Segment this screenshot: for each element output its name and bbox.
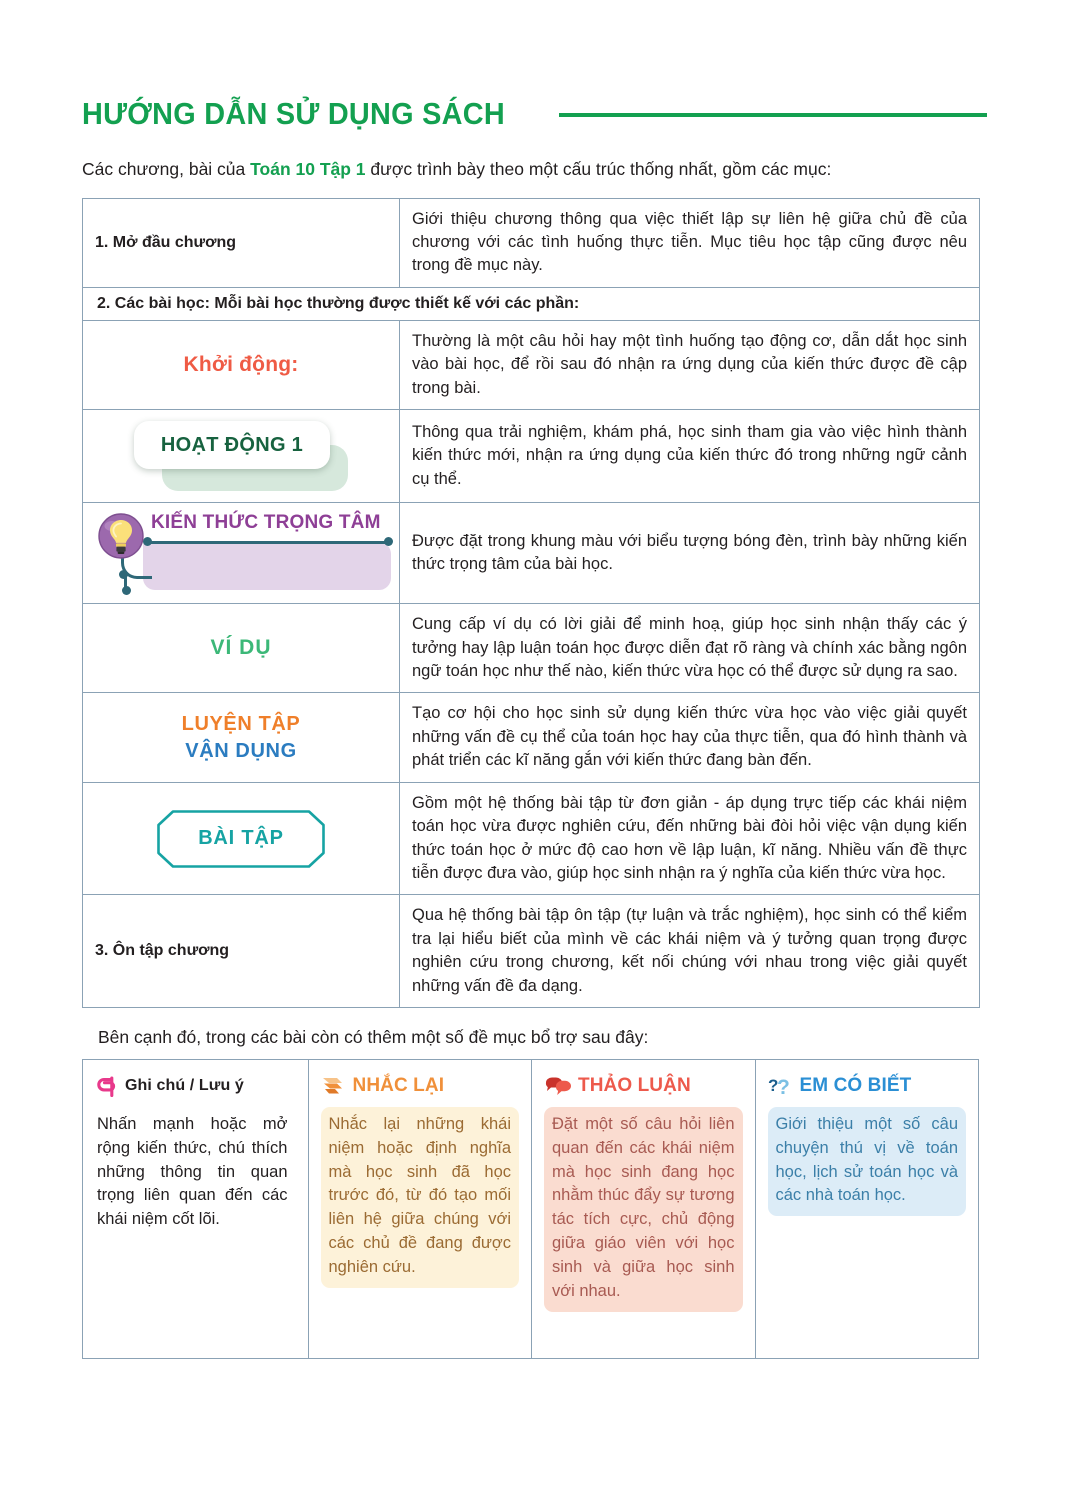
badge-hoat-dong-label: HOẠT ĐỘNG 1 <box>160 433 304 456</box>
intro-after: được trình bày theo một cấu trúc thống nhất, gồm các mục: <box>365 159 832 179</box>
paperclip-icon <box>95 1073 119 1099</box>
badge-bai-tap-label: BÀI TẬP <box>198 827 284 850</box>
question-marks-icon <box>768 1074 794 1098</box>
supplementary-boxes <box>82 1059 979 1359</box>
feature-box-body: Nhắc lại những khái niệm hoặc định nghĩa mà học sinh đã học trước đó, từ đó tạo mối liên hệ giữa chúng với các chủ đề đang được nghiên cứu. <box>321 1107 520 1288</box>
badge-vi-du <box>95 620 387 676</box>
table-row <box>83 410 980 503</box>
table-row-section <box>83 287 980 320</box>
row-label-cell-bai-tap <box>83 782 400 895</box>
badge-bai-tap-wrap <box>95 810 387 868</box>
feature-box-title: NHẮC LẠI <box>352 1074 445 1096</box>
table-row <box>83 198 980 287</box>
badge-khoi-dong <box>95 337 387 393</box>
badge-dot <box>384 537 393 546</box>
badge-card-shape <box>134 421 330 469</box>
row-label-cell-kien-thuc <box>83 503 400 604</box>
feature-box-em-co-biet <box>756 1060 979 1358</box>
badge-vi-du-label: VÍ DỤ <box>210 636 272 660</box>
svg-text:?: ? <box>776 1075 790 1098</box>
svg-text:?: ? <box>767 1075 778 1095</box>
feature-box-title: Ghi chú / Lưu ý <box>125 1076 244 1094</box>
badge-kien-thuc <box>95 512 387 594</box>
table-row <box>83 782 980 895</box>
row-desc-bai-tap: Gồm một hệ thống bài tập từ đơn giản - áp dụng trực tiếp các khái niệm toán học vừa được nghiên cứu, đến những bài đòi hỏi việc vận dụng kiến thức toán học ở mức độ cao hơn về lập luận, kĩ năng. Nhiều vấn đề thực tiễn được đưa vào, giúp học sinh nhận ra ý nghĩa của kiến thức vừa học. <box>400 782 980 895</box>
guide-structure-table <box>82 198 980 1008</box>
badge-luyen-tap-wrap <box>95 710 387 766</box>
feature-box-header <box>321 1072 520 1100</box>
row-label-cell-luyen-tap <box>83 693 400 782</box>
table-row <box>83 895 980 1008</box>
row-desc-luyen-tap: Tạo cơ hội cho học sinh sử dụng kiến thức vừa học vào việc giải quyết những vấn đề cụ thể của toán học hay của thực tiễn, qua đó hình thành và phát triển các kĩ năng gắn với kiến thức đang bàn đến. <box>400 693 980 782</box>
row-label-cell-khoi-dong <box>83 320 400 409</box>
row-label-cac-bai-hoc: 2. Các bài học: Mỗi bài học thường được thiết kế với các phần: <box>83 287 980 320</box>
badge-bai-tap <box>157 810 325 868</box>
badge-luyen-tap-label: LUYỆN TẬP <box>181 713 301 736</box>
row-label-on-tap-chuong: 3. Ôn tập chương <box>83 895 400 1008</box>
badge-hoat-dong-wrap <box>95 419 387 493</box>
row-desc-vi-du: Cung cấp ví dụ có lời giải để minh hoạ, giúp học sinh nhận thấy các ý tưởng hay lập luận toán học được diễn đạt rõ ràng và chính xác bằng ngôn ngữ toán học như thế nào, kiến thức vừa học có thể được sử dụng ra sao. <box>400 604 980 693</box>
row-desc-kien-thuc: Được đặt trong khung màu với biểu tượng bóng đèn, trình bày những kiến thức trọng tâm của bài học. <box>400 503 980 604</box>
page-title: HƯỚNG DẪN SỬ DỤNG SÁCH <box>82 96 505 131</box>
badge-khoi-dong-label: Khởi động: <box>183 353 299 377</box>
badge-hoat-dong <box>134 419 348 493</box>
feature-box-body: Đặt một số câu hỏi liên quan đến các khái niệm mà học sinh đang học nhằm thúc đẩy sự tương tác tích cực, chủ động giữa giáo viên với học sinh và giữa học sinh với nhau. <box>544 1107 743 1312</box>
header-rule <box>559 113 987 117</box>
row-desc-hoat-dong: Thông qua trải nghiệm, khám phá, học sinh tham gia vào việc hình thành kiến thức mới, nhận ra ứng dụng của kiến thức đó trong những ngữ cảnh cụ thể. <box>400 410 980 503</box>
intro-paragraph <box>82 158 987 182</box>
row-desc-khoi-dong: Thường là một câu hỏi hay một tình huống tạo động cơ, dẫn dắt học sinh vào bài học, để rồi sau đó nhận ra ứng dụng của kiến thức được đề cập trong bài. <box>400 320 980 409</box>
table-row <box>83 320 980 409</box>
feature-box-title: EM CÓ BIẾT <box>799 1074 912 1096</box>
folded-ribbon-icon <box>321 1074 347 1098</box>
intro-highlight: Toán 10 Tập 1 <box>250 159 366 179</box>
speech-bubbles-icon <box>544 1075 572 1097</box>
intro-before: Các chương, bài của <box>82 159 251 179</box>
badge-kien-thuc-wrap <box>95 512 387 594</box>
feature-box-body: Giới thiệu một số câu chuyện thú vị về toán học, lịch sử toán học và các nhà toán học. <box>768 1107 967 1217</box>
badge-rule-shape <box>147 541 391 544</box>
badge-dot <box>122 586 131 595</box>
badge-van-dung-label: VẬN DỤNG <box>185 739 297 762</box>
feature-box-body: Nhấn mạnh hoặc mở rộng kiến thức, chú thích những thông tin quan trọng liên quan đến các khái niệm cốt lõi. <box>97 1114 288 1229</box>
lightbulb-icon <box>97 512 145 560</box>
feature-box-title: THẢO LUẬN <box>578 1074 691 1096</box>
row-label-cell-vi-du <box>83 604 400 693</box>
row-desc-mo-dau-chuong: Giới thiệu chương thông qua việc thiết lập sự liên hệ giữa chủ đề của chương với các tình huống thực tiễn. Mục tiêu học tập cũng được nêu trong đề mục này. <box>400 198 980 287</box>
table-row <box>83 604 980 693</box>
row-desc-on-tap-chuong: Qua hệ thống bài tập ôn tập (tự luận và trắc nghiệm), học sinh có thể kiểm tra lại hiểu biết của mình về các khái niệm và ý tưởng quan trọng được nghiên cứu trong chương, kết nối chúng với nhau trong việc giải quyết những vấn đề đa dạng. <box>400 895 980 1008</box>
row-label-cell-hoat-dong <box>83 410 400 503</box>
row-label-mo-dau-chuong: 1. Mở đầu chương <box>83 198 400 287</box>
supplementary-note: Bên cạnh đó, trong các bài còn có thêm một số đề mục bổ trợ sau đây: <box>98 1027 649 1048</box>
table-row <box>83 693 980 782</box>
feature-box-nhac-lai <box>309 1060 533 1358</box>
badge-frame-shape <box>143 542 391 590</box>
feature-box-ghi-chu <box>83 1060 309 1358</box>
feature-box-header <box>95 1072 296 1100</box>
feature-box-thao-luan <box>532 1060 756 1358</box>
feature-box-header <box>544 1072 743 1100</box>
page-header <box>82 96 987 132</box>
table-row <box>83 503 980 604</box>
badge-luyen-tap <box>182 711 301 764</box>
badge-kien-thuc-label: KIẾN THỨC TRỌNG TÂM <box>151 512 381 534</box>
feature-box-header <box>768 1072 967 1100</box>
